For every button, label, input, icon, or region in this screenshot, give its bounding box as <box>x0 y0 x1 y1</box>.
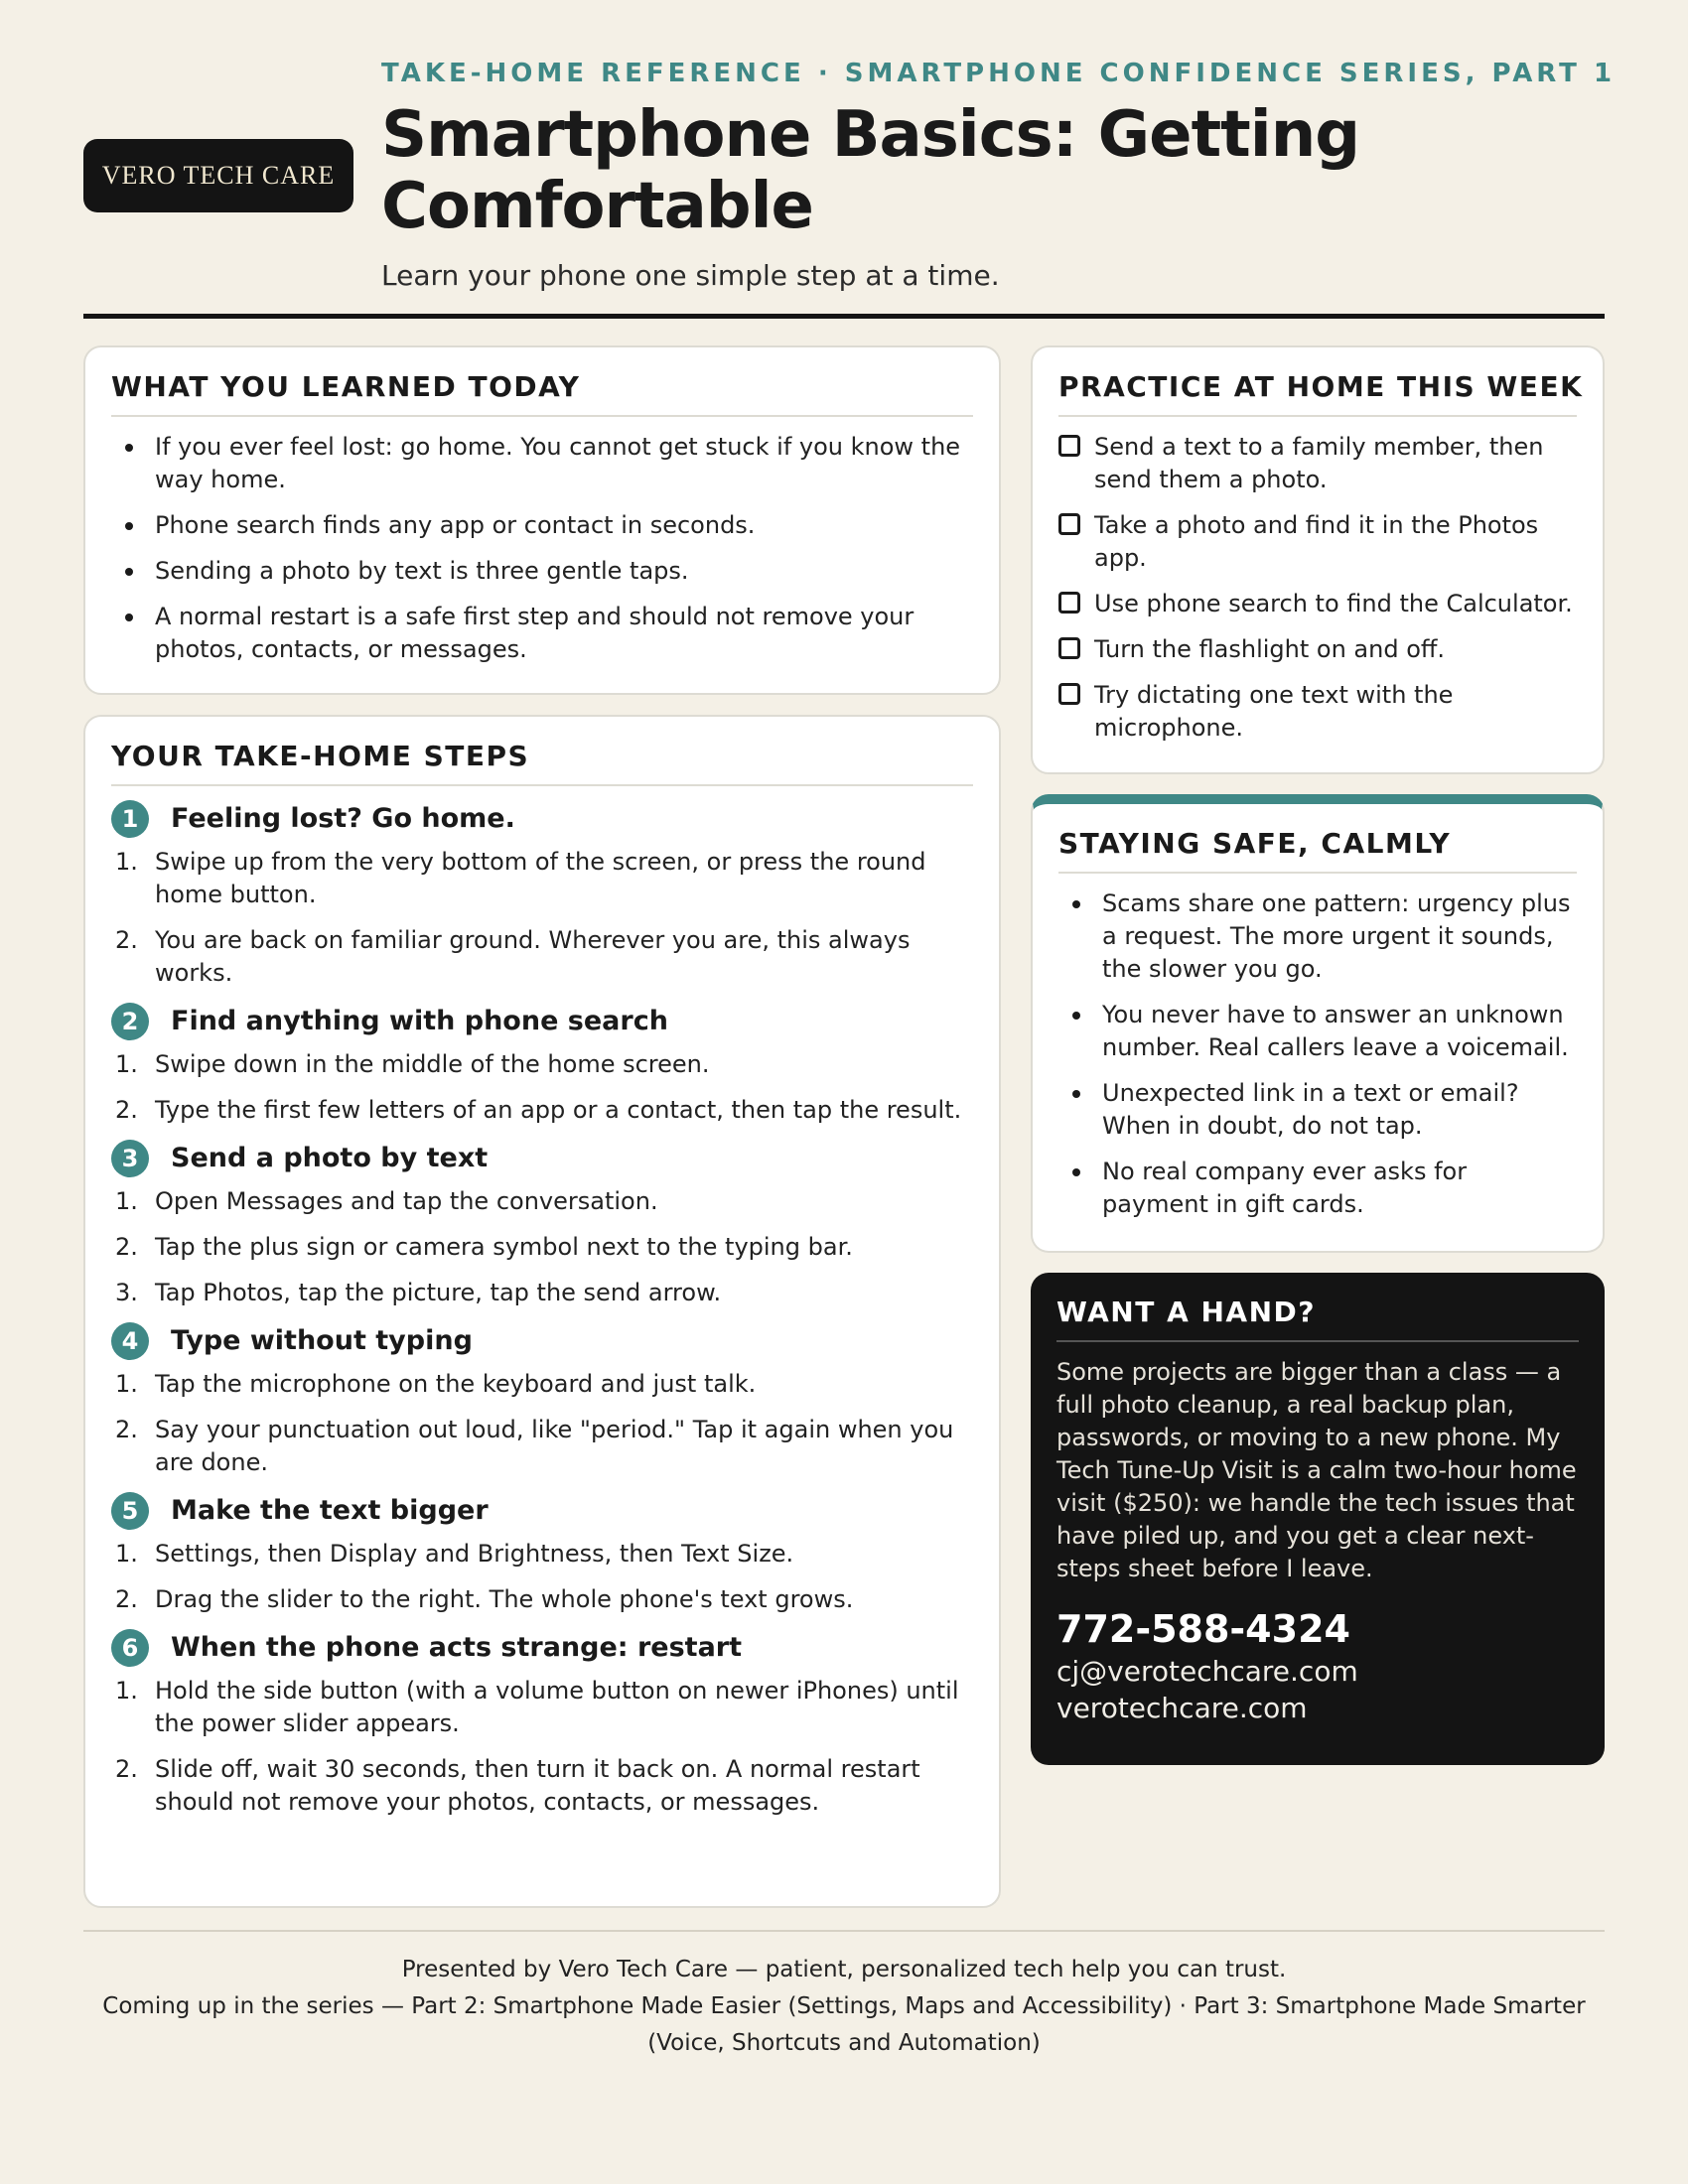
footer-series-note: Coming up in the series — Part 2: Smartphone Made Easier (Settings, Maps and Accessibility) · Part 3: Smartphone Made Smarter (Voice, Shortcuts and Automation) <box>102 1993 1586 2056</box>
safety-item: Unexpected link in a text or email? When in doubt, do not tap. <box>1058 1077 1577 1143</box>
learned-item: Sending a photo by text is three gentle taps. <box>111 555 973 588</box>
step-title: When the phone acts strange: restart <box>171 1632 743 1663</box>
step-instruction: 2. Drag the slider to the right. The whole phone's text grows. <box>115 1585 854 1613</box>
safety-item: No real company ever asks for payment in gift cards. <box>1058 1156 1577 1221</box>
checkbox[interactable] <box>1058 683 1080 705</box>
step-title: Send a photo by text <box>171 1143 489 1173</box>
step-title: Type without typing <box>171 1325 473 1356</box>
learned-list <box>111 431 973 666</box>
step-3 <box>111 1140 973 1309</box>
step-instruction: 2. You are back on familiar ground. Wherever you are, this always works. <box>115 926 911 987</box>
safety-item: Scams share one pattern: urgency plus a request. The more urgent it sounds, the slower you go. <box>1058 887 1577 986</box>
step-instruction: 1. Swipe up from the very bottom of the screen, or press the round home button. <box>115 848 926 908</box>
brand-logo: VERO TECH CARE <box>83 139 353 212</box>
step-title: Feeling lost? Go home. <box>171 803 515 834</box>
step-4 <box>111 1322 973 1479</box>
safety-heading: STAYING SAFE, CALMLY <box>1058 826 1577 874</box>
safety-card <box>1031 794 1605 1253</box>
checkbox[interactable] <box>1058 637 1080 659</box>
step-instruction: 1. Swipe down in the middle of the home screen. <box>115 1050 710 1078</box>
learned-item: Phone search finds any app or contact in seconds. <box>111 509 973 542</box>
page-subtitle: Learn your phone one simple step at a time. <box>381 259 1000 292</box>
step-instruction: 3. Tap Photos, tap the picture, tap the send arrow. <box>115 1279 722 1306</box>
learned-item: A normal restart is a safe first step and should not remove your photos, contacts, or messages. <box>111 601 973 666</box>
step-instruction: 2. Type the first few letters of an app or a contact, then tap the result. <box>115 1096 962 1124</box>
page-header <box>83 52 1617 292</box>
email-link[interactable]: cj@verotechcare.com <box>1056 1655 1358 1688</box>
practice-heading: PRACTICE AT HOME THIS WEEK <box>1058 369 1577 417</box>
phone-number[interactable]: 772-588-4324 <box>1056 1607 1350 1651</box>
step-5 <box>111 1492 973 1616</box>
practice-item: Use phone search to find the Calculator. <box>1058 588 1577 620</box>
practice-checklist <box>1058 431 1577 745</box>
step-title: Make the text bigger <box>171 1495 489 1526</box>
step-1 <box>111 800 973 990</box>
learned-item: If you ever feel lost: go home. You cannot get stuck if you know the way home. <box>111 431 973 496</box>
header-text <box>381 52 1617 298</box>
step-6 <box>111 1629 973 1819</box>
step-number-badge: 3 <box>111 1140 149 1177</box>
footer-presented-by: Presented by Vero Tech Care — patient, personalized tech help you can trust. <box>401 1957 1287 1982</box>
learned-card <box>83 345 1001 695</box>
step-2 <box>111 1003 973 1127</box>
step-number-badge: 4 <box>111 1322 149 1360</box>
checkbox[interactable] <box>1058 592 1080 614</box>
service-description: Some projects are bigger than a class — a full photo cleanup, a real backup plan, passwords, or moving to a new phone. My Tech Tune-Up Visit is a calm two-hour home visit ($250): we handle the tech issues that have piled up, and you get a clear next-steps sheet before I leave. <box>1056 1358 1577 1582</box>
step-instruction: 1. Hold the side button (with a volume button on newer iPhones) until the power slider appears. <box>115 1677 959 1737</box>
step-instruction: 2. Say your punctuation out loud, like "period." Tap it again when you are done. <box>115 1416 954 1476</box>
safety-item: You never have to answer an unknown number. Real callers leave a voicemail. <box>1058 999 1577 1064</box>
checkbox[interactable] <box>1058 435 1080 457</box>
step-title: Find anything with phone search <box>171 1006 668 1036</box>
step-instruction: 1. Tap the microphone on the keyboard and just talk. <box>115 1370 757 1398</box>
contact-heading: WANT A HAND? <box>1056 1295 1579 1342</box>
header-divider <box>83 314 1605 319</box>
contact-panel <box>1031 1273 1605 1765</box>
practice-item: Try dictating one text with the microphone. <box>1058 679 1577 745</box>
step-instruction: 2. Tap the plus sign or camera symbol next to the typing bar. <box>115 1233 853 1261</box>
step-instruction: 2. Slide off, wait 30 seconds, then turn it back on. A normal restart should not remove your photos, contacts, or messages. <box>115 1755 920 1816</box>
step-instruction: 1. Open Messages and tap the conversation. <box>115 1187 658 1215</box>
checkbox[interactable] <box>1058 513 1080 535</box>
learned-heading: WHAT YOU LEARNED TODAY <box>111 369 973 417</box>
practice-card <box>1031 345 1605 774</box>
website-link[interactable]: verotechcare.com <box>1056 1692 1308 1724</box>
step-number-badge: 6 <box>111 1629 149 1667</box>
practice-item: Send a text to a family member, then send them a photo. <box>1058 431 1577 496</box>
step-instruction: 1. Settings, then Display and Brightness, then Text Size. <box>115 1540 794 1568</box>
series-kicker: TAKE-HOME REFERENCE · SMARTPHONE CONFIDENCE SERIES, PART 1 <box>381 59 1617 88</box>
safety-list <box>1058 887 1577 1221</box>
step-number-badge: 1 <box>111 800 149 838</box>
practice-item: Take a photo and find it in the Photos app. <box>1058 509 1577 575</box>
page-title: Smartphone Basics: Getting Comfortable <box>381 98 1360 243</box>
steps-heading: YOUR TAKE-HOME STEPS <box>111 739 973 786</box>
step-number-badge: 5 <box>111 1492 149 1530</box>
practice-item: Turn the flashlight on and off. <box>1058 633 1577 666</box>
steps-card <box>83 715 1001 1908</box>
page-footer <box>83 1930 1605 2062</box>
step-number-badge: 2 <box>111 1003 149 1040</box>
